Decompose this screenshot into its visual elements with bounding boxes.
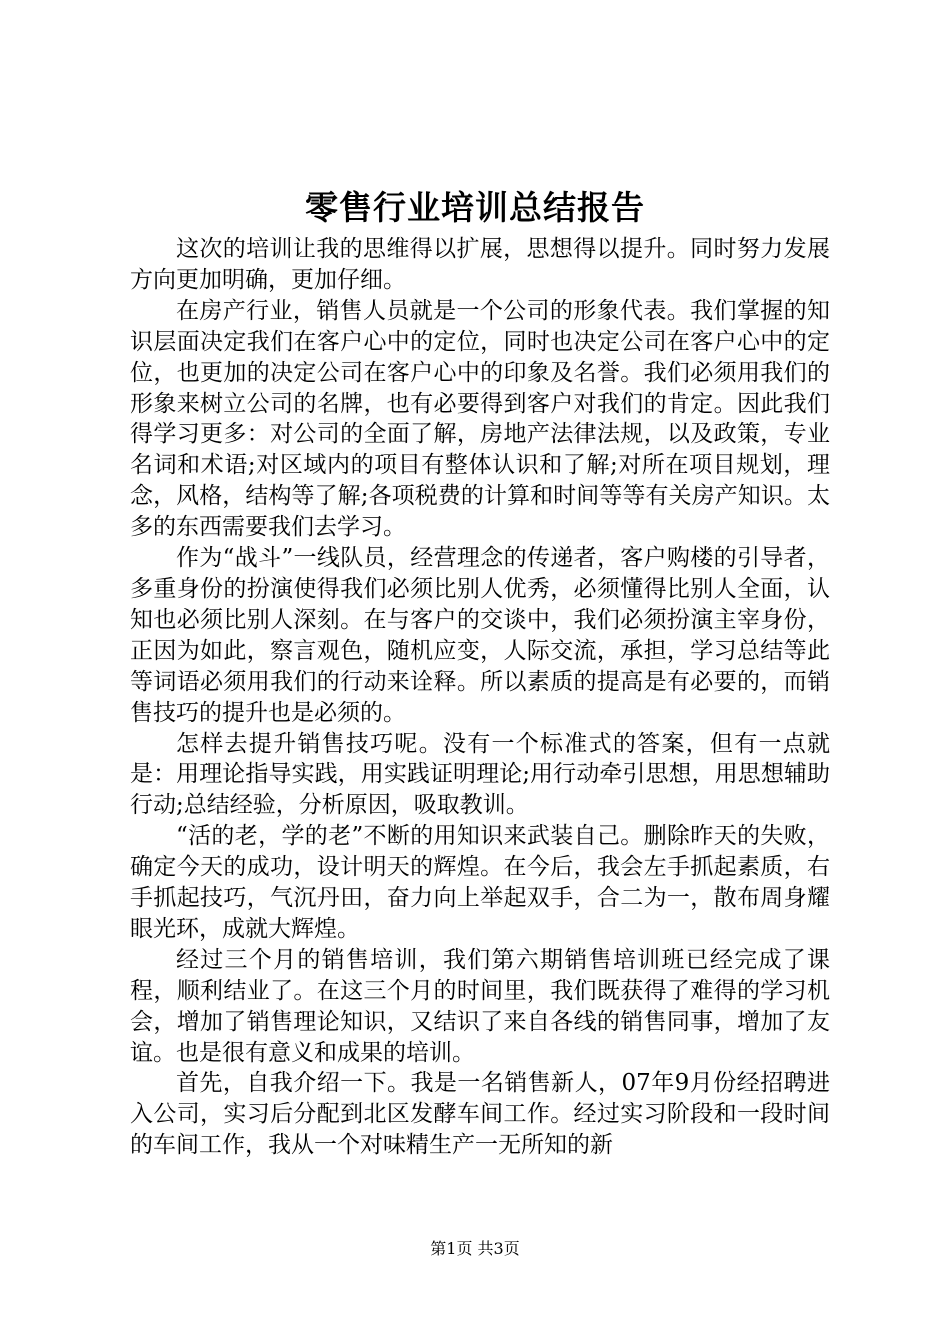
- document-title: 零售行业培训总结报告: [305, 188, 645, 227]
- paragraph-7: 首先，自我介绍一下。我是一名销售新人，07年9月份经招聘进入公司，实习后分配到北区发酵车间工作。经过实习阶段和一段时间的车间工作，我从一个对味精生产一无所知的新: [130, 1070, 830, 1159]
- page-footer: 第1页 共3页: [430, 1239, 520, 1258]
- paragraph-3: 作为“战斗”一线队员，经营理念的传递者，客户购楼的引导者，多重身份的扮演使得我们必须比别人优秀，必须懂得比别人全面，认知也必须比别人深刻。在与客户的交谈中，我们必须扮演主宰身份，正因为如此，察言观色，随机应变，人际交流，承担，学习总结等此等词语必须用我们的行动来诠释。所以素质的提高是有必要的，而销售技巧的提升也是必须的。: [130, 545, 830, 726]
- paragraph-5: “活的老，学的老”不断的用知识来武装自己。删除昨天的失败，确定今天的成功，设计明天的辉煌。在今后，我会左手抓起素质，右手抓起技巧，气沉丹田，奋力向上举起双手，合二为一，散布周身耀眼光环，成就大辉煌。: [130, 823, 830, 942]
- paragraph-6: 经过三个月的销售培训，我们第六期销售培训班已经完成了课程，顺利结业了。在这三个月的时间里，我们既获得了难得的学习机会，增加了销售理论知识，又结识了来自各线的销售同事，增加了友谊。也是很有意义和成果的培训。: [130, 946, 830, 1066]
- document-body: [130, 234, 830, 1161]
- paragraph-4: 怎样去提升销售技巧呢。没有一个标准式的答案，但有一点就是：用理论指导实践，用实践证明理论;用行动牵引思想，用思想辅助行动;总结经验，分析原因，吸取教训。: [130, 730, 830, 819]
- paragraph-2: 在房产行业，销售人员就是一个公司的形象代表。我们掌握的知识层面决定我们在客户心中的定位，同时也决定公司在客户心中的定位，也更加的决定公司在客户心中的印象及名誉。我们必须用我们的形象来树立公司的名牌，也有必要得到客户对我们的肯定。因此我们得学习更多：对公司的全面了解，房地产法律法规，以及政策，专业名词和术语;对区域内的项目有整体认识和了解;对所在项目规划，理念，风格，结构等了解;各项税费的计算和时间等等有关房产知识。太多的东西需要我们去学习。: [130, 297, 830, 541]
- paragraph-1: 这次的培训让我的思维得以扩展，思想得以提升。同时努力发展方向更加明确，更加仔细。: [130, 236, 830, 293]
